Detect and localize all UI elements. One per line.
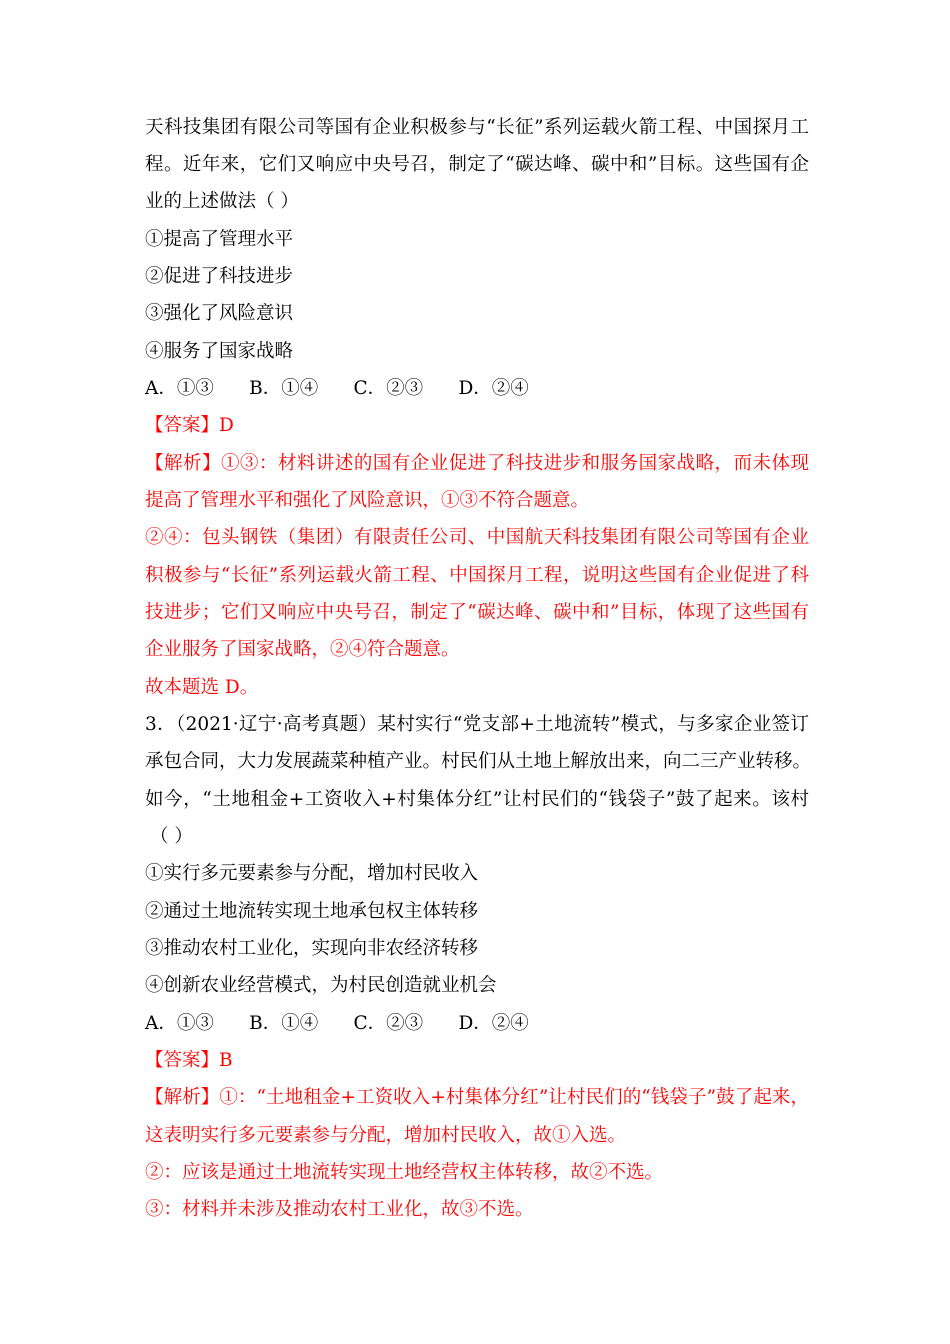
q3-analysis-line-4: ③：材料并未涉及推动农村工业化，故③不选。 <box>145 1199 534 1220</box>
q3-option-3: ③推动农村工业化，实现向非农经济转移 <box>145 938 479 959</box>
q2-analysis-line-6: 企业服务了国家战略，②④符合题意。 <box>145 639 460 660</box>
q2-choices: A．①③ B．①④ C．②③ D．②④ <box>145 378 529 399</box>
q3-stem-line-4: （ ） <box>150 826 193 847</box>
q3-answer: 【答案】B <box>145 1050 233 1071</box>
q2-analysis-line-4: 积极参与“长征”系列运载火箭工程、中国探月工程，说明这些国有企业促进了科 <box>145 565 809 586</box>
q2-analysis-line-2: 提高了管理水平和强化了风险意识，①③不符合题意。 <box>145 490 590 511</box>
q3-option-2: ②通过土地流转实现土地承包权主体转移 <box>145 901 479 922</box>
q2-analysis-line-5: 技进步；它们又响应中央号召，制定了“碳达峰、碳中和”目标，体现了这些国有 <box>145 602 809 623</box>
q3-analysis-line-3: ②：应该是通过土地流转实现土地经营权主体转移，故②不选。 <box>145 1162 664 1183</box>
q3-stem-line-3: 如今，“土地租金+工资收入+村集体分红”让村民们的“钱袋子”鼓了起来。该村 <box>145 789 809 810</box>
q3-stem-line-2: 承包合同，大力发展蔬菜种植产业。村民们从土地上解放出来，向二三产业转移。 <box>145 751 812 772</box>
q2-analysis-line-1: 【解析】①③：材料讲述的国有企业促进了科技进步和服务国家战略，而未体现 <box>145 453 809 474</box>
q2-stem-line-3: 业的上述做法（ ） <box>145 191 299 212</box>
q3-option-4: ④创新农业经营模式，为村民创造就业机会 <box>145 975 497 996</box>
q2-stem-line-2: 程。近年来，它们又响应中央号召，制定了“碳达峰、碳中和”目标。这些国有企 <box>145 154 809 175</box>
q3-analysis-line-2: 这表明实行多元要素参与分配，增加村民收入，故①入选。 <box>145 1125 627 1146</box>
q2-stem-line-1: 天科技集团有限公司等国有企业积极参与“长征”系列运载火箭工程、中国探月工 <box>145 117 809 138</box>
q3-choices: A．①③ B．①④ C．②③ D．②④ <box>145 1013 529 1034</box>
q2-option-2: ②促进了科技进步 <box>145 266 294 287</box>
q3-stem-line-1: 3．（2021·辽宁·高考真题）某村实行“党支部+土地流转”模式，与多家企业签订 <box>145 714 809 735</box>
q3-analysis-line-1: 【解析】①：“土地租金+工资收入+村集体分红”让村民们的“钱袋子”鼓了起来， <box>145 1087 809 1108</box>
q2-option-3: ③强化了风险意识 <box>145 303 294 324</box>
q3-option-1: ①实行多元要素参与分配，增加村民收入 <box>145 863 479 884</box>
q2-answer: 【答案】D <box>145 415 234 436</box>
q2-analysis-line-7: 故本题选 D。 <box>145 677 259 698</box>
q2-option-4: ④服务了国家战略 <box>145 341 294 362</box>
q2-analysis-line-3: ②④：包头钢铁（集团）有限责任公司、中国航天科技集团有限公司等国有企业 <box>145 527 809 548</box>
q2-option-1: ①提高了管理水平 <box>145 229 294 250</box>
